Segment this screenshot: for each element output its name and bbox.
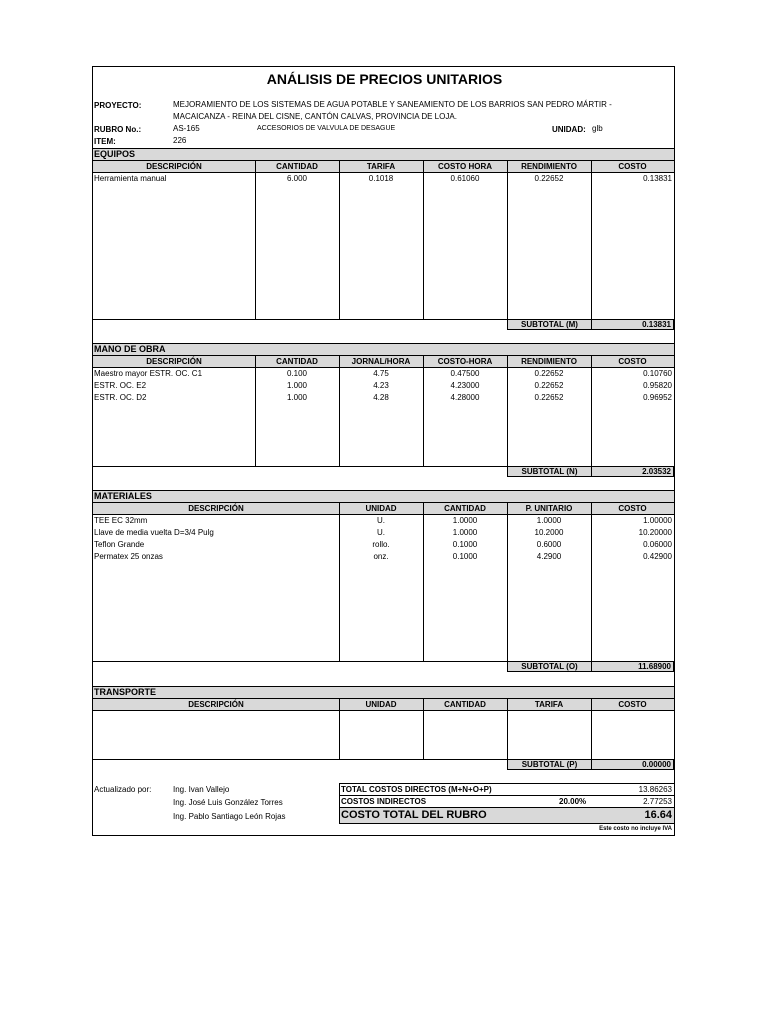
indirectos-percent: 20.00% — [559, 797, 587, 806]
page-title: ANÁLISIS DE PRECIOS UNITARIOS — [266, 71, 503, 87]
cell-cantidad: 6.000 — [286, 174, 308, 183]
transporte-subtotal-label: SUBTOTAL (P) — [521, 760, 578, 769]
table-row — [93, 527, 674, 539]
item-value: 226 — [173, 136, 187, 145]
cell-costo: 0.10760 — [643, 369, 672, 378]
mano-obra-subtotal-value: 2.03532 — [642, 467, 671, 476]
mano-obra-section-bar — [93, 343, 674, 356]
mano-obra-header — [93, 356, 674, 368]
col-header: COSTO — [618, 357, 647, 366]
cell-p-unitario: 10.2000 — [534, 528, 564, 537]
rubro-value: AS-165 — [173, 124, 200, 133]
cell-jornal: 4.28 — [373, 393, 389, 402]
col-header: CANTIDAD — [444, 700, 486, 709]
col-header: UNIDAD — [365, 504, 397, 513]
proyecto-line1: MEJORAMIENTO DE LOS SISTEMAS DE AGUA POTABLE Y SANEAMIENTO DE LOS BARRIOS SAN PEDRO MÁRTIR - — [173, 100, 612, 109]
total-directos-value: 13.86263 — [638, 785, 672, 794]
equipos-header — [93, 161, 674, 173]
col-header: COSTO — [618, 162, 647, 171]
cell-costo-hora: 0.61060 — [450, 174, 480, 183]
materiales-subtotal-label: SUBTOTAL (O) — [521, 662, 578, 671]
materiales-subtotal-label-box — [507, 661, 592, 672]
col-header: UNIDAD — [365, 700, 397, 709]
cell-description: Teflon Grande — [94, 540, 145, 549]
table-row — [93, 392, 674, 404]
transporte-section-bar — [93, 686, 674, 699]
cell-description: Herramienta manual — [94, 174, 167, 183]
rubro-description: ACCESORIOS DE VALVULA DE DESAGUE — [257, 125, 396, 132]
cell-description: TEE EC 32mm — [94, 516, 148, 525]
table-row — [93, 515, 674, 527]
cell-p-unitario: 1.0000 — [536, 516, 562, 525]
transporte-title: TRANSPORTE — [94, 687, 157, 697]
table-row — [93, 551, 674, 563]
equipos-subtotal-value-box — [591, 319, 674, 330]
table-row — [93, 368, 674, 380]
materiales-header — [93, 503, 674, 515]
mano-obra-subtotal-label: SUBTOTAL (N) — [521, 467, 578, 476]
cell-description: ESTR. OC. D2 — [94, 393, 147, 402]
equipos-subtotal-label: SUBTOTAL (M) — [521, 320, 578, 329]
cell-cantidad: 1.000 — [286, 393, 308, 402]
cell-unidad: U. — [377, 516, 385, 525]
mano-obra-subtotal-value-box — [591, 466, 674, 477]
actualizado-label: Actualizado por: — [94, 785, 152, 794]
table-row — [93, 539, 674, 551]
table-row — [93, 380, 674, 392]
cell-cantidad: 0.1000 — [452, 540, 478, 549]
cell-cantidad: 1.000 — [286, 381, 308, 390]
cell-costo-hora: 4.23000 — [450, 381, 480, 390]
col-header: COSTO-HORA — [437, 357, 493, 366]
cell-cantidad: 1.0000 — [452, 528, 478, 537]
col-header: JORNAL/HORA — [351, 357, 411, 366]
cell-cantidad: 0.1000 — [452, 552, 478, 561]
col-header: CANTIDAD — [444, 504, 486, 513]
cell-description: Llave de media vuelta D=3/4 Pulg — [94, 528, 214, 537]
mano-obra-subtotal-label-box — [507, 466, 592, 477]
cell-costo: 0.42900 — [643, 552, 672, 561]
rubro-label: RUBRO No.: — [94, 125, 142, 134]
cell-tarifa: 0.1018 — [368, 174, 394, 183]
transporte-subtotal-label-box — [507, 759, 592, 770]
cell-description: ESTR. OC. E2 — [94, 381, 147, 390]
col-header: DESCRIPCIÓN — [188, 504, 244, 513]
total-rubro-label: COSTO TOTAL DEL RUBRO — [341, 809, 487, 821]
col-header: COSTO — [618, 504, 647, 513]
cell-unidad: rollo. — [372, 540, 390, 549]
equipos-title: EQUIPOS — [94, 149, 136, 159]
cell-unidad: onz. — [373, 552, 389, 561]
cell-description: Permatex 25 onzas — [94, 552, 163, 561]
col-header: COSTO — [618, 700, 647, 709]
equipos-subtotal-label-box — [507, 319, 592, 330]
transporte-subtotal-value-box — [591, 759, 674, 770]
item-label: ITEM: — [94, 137, 116, 146]
transporte-subtotal-value: 0.00000 — [642, 760, 671, 769]
cell-costo-hora: 0.47500 — [450, 369, 480, 378]
price-analysis-sheet — [92, 66, 675, 836]
cell-rendimiento: 0.22652 — [534, 381, 564, 390]
equipos-subtotal-value: 0.13831 — [642, 320, 671, 329]
col-header: DESCRIPCIÓN — [146, 357, 202, 366]
table-row — [93, 173, 674, 185]
indirectos-value: 2.77253 — [643, 797, 672, 806]
col-header: DESCRIPCIÓN — [146, 162, 202, 171]
transporte-header — [93, 699, 674, 711]
col-header: RENDIMIENTO — [521, 357, 577, 366]
materiales-subtotal-value: 11.68900 — [638, 662, 671, 671]
col-header: RENDIMIENTO — [521, 162, 577, 171]
col-header: P. UNITARIO — [525, 504, 573, 513]
cell-rendimiento: 0.22652 — [534, 393, 564, 402]
cell-costo-hora: 4.28000 — [450, 393, 480, 402]
indirectos-label: COSTOS INDIRECTOS — [341, 797, 427, 806]
total-rubro-value: 16.64 — [644, 809, 672, 821]
person-name: Ing. José Luis González Torres — [173, 798, 283, 807]
cell-jornal: 4.75 — [373, 369, 389, 378]
col-header: TARIFA — [534, 700, 564, 709]
cell-rendimiento: 0.22652 — [534, 174, 564, 183]
iva-note: Este costo no incluye IVA — [599, 826, 672, 832]
col-header: TARIFA — [366, 162, 396, 171]
cell-costo: 10.20000 — [638, 528, 672, 537]
equipos-section-bar — [93, 148, 674, 161]
col-header: CANTIDAD — [276, 357, 318, 366]
cell-costo: 0.96952 — [643, 393, 672, 402]
cell-description: Maestro mayor ESTR. OC. C1 — [94, 369, 203, 378]
cell-cantidad: 1.0000 — [452, 516, 478, 525]
person-name: Ing. Ivan Vallejo — [173, 785, 230, 794]
cell-costo: 0.06000 — [643, 540, 672, 549]
cell-jornal: 4.23 — [373, 381, 389, 390]
cell-p-unitario: 4.2900 — [536, 552, 562, 561]
cell-p-unitario: 0.6000 — [536, 540, 562, 549]
cell-costo: 0.95820 — [643, 381, 672, 390]
unidad-value: glb — [592, 124, 603, 133]
mano-obra-title: MANO DE OBRA — [94, 344, 166, 354]
col-header: COSTO HORA — [437, 162, 493, 171]
unidad-label: UNIDAD: — [552, 125, 586, 134]
materiales-subtotal-value-box — [591, 661, 674, 672]
col-header: CANTIDAD — [276, 162, 318, 171]
materiales-section-bar — [93, 490, 674, 503]
col-header: DESCRIPCIÓN — [188, 700, 244, 709]
proyecto-label: PROYECTO: — [94, 101, 142, 110]
materiales-title: MATERIALES — [94, 491, 152, 501]
proyecto-line2: MACAICANZA - REINA DEL CISNE, CANTÓN CALVAS, PROVINCIA DE LOJA. — [173, 112, 457, 121]
cell-costo: 1.00000 — [643, 516, 672, 525]
person-name: Ing. Pablo Santiago León Rojas — [173, 812, 286, 821]
cell-unidad: U. — [377, 528, 385, 537]
cell-costo: 0.13831 — [643, 174, 672, 183]
cell-rendimiento: 0.22652 — [534, 369, 564, 378]
cell-cantidad: 0.100 — [286, 369, 308, 378]
total-directos-label: TOTAL COSTOS DIRECTOS (M+N+O+P) — [341, 785, 492, 794]
